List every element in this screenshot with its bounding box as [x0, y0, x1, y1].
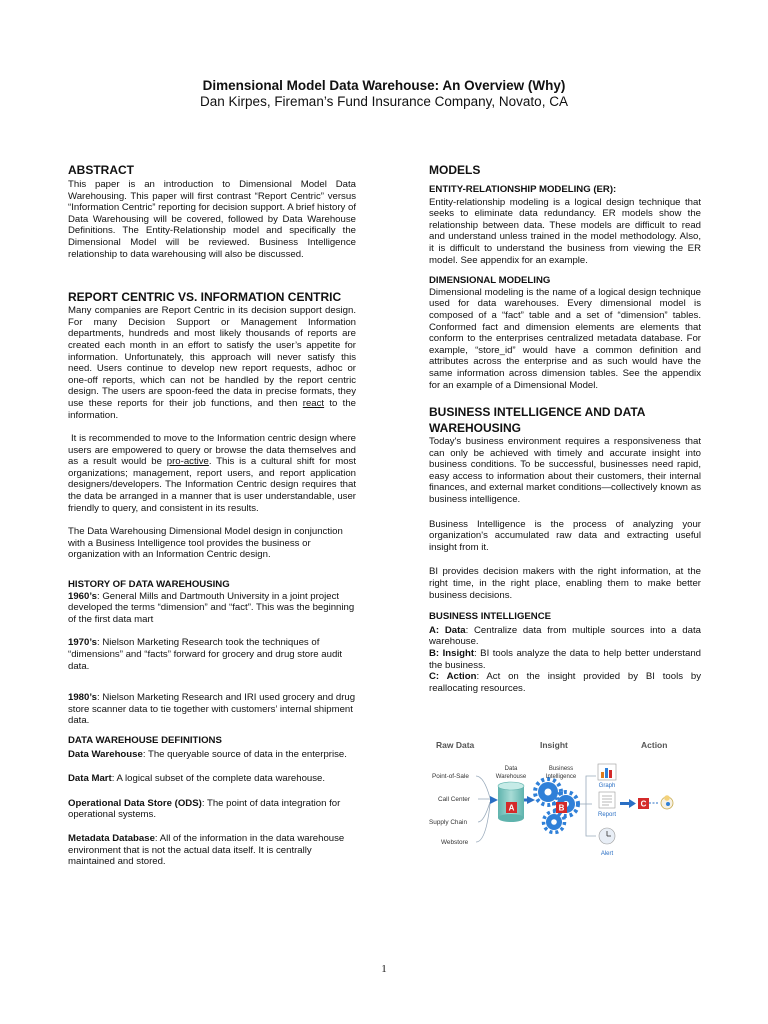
- bi-item: A: Data: Centralize data from multiple sources into a data warehouse.: [429, 624, 701, 648]
- history-heading: HISTORY OF DATA WAREHOUSING: [68, 579, 230, 591]
- diagram-col-action: Action: [641, 740, 668, 750]
- arrow-icon: [629, 799, 636, 808]
- arrow-icon: [490, 796, 498, 804]
- marker-b-label: B: [558, 803, 565, 813]
- output-label: Alert: [600, 851, 614, 857]
- definitions-heading: DATA WAREHOUSE DEFINITIONS: [68, 734, 222, 746]
- page-number: 1: [381, 963, 387, 975]
- arrow-shaft: [524, 799, 528, 802]
- report-centric-paragraph-1: Many companies are Report Centric in its decision support design. For many Decision Support or Management Information departments, hundreds and most likely thousands of reports are created each month in an effort to satisfy the user’s appetite for information. Unfortunately, this approach will never satisfy this need. Users continue to develop new report requests, adhoc or one-off reports, which can not be handled by the report centric design. The users are spoon-feed the data in precise formats, they use these reports for their job functions, and then react to the information.: [68, 305, 356, 421]
- output-connectors: [580, 776, 596, 836]
- bi-subheading: BUSINESS INTELLIGENCE: [429, 611, 552, 623]
- source-label: Supply Chain: [429, 819, 468, 826]
- output-label: Report: [597, 812, 617, 818]
- output-label: Graph: [598, 783, 616, 789]
- paper-subtitle: Dan Kirpes, Fireman’s Fund Insurance Company, Novato, CA: [200, 94, 568, 109]
- definition-item: Metadata Database: All of the information in the data warehouse environment that is not the actual data itself. It is centrally maintained and stored.: [68, 832, 345, 868]
- dimensional-text: Dimensional modeling is the name of a logical design technique used for data warehouses. Every dimensional model is composed of a “fact” table and a set of “dimension” tables. Conformed fact and dimension elements are elements that conform to the enterprises centralized metadata database. For example, “store_id” would have a common definition and attributes across the enterprise and as such would have the same information across dimension tables. See the appendix for an example of a Dimensional Model.: [429, 286, 701, 391]
- source-label: Webstore: [441, 839, 469, 846]
- report-centric-paragraph-2: It is recommended to move to the Information centric design where users are empowered to query or browse the data themselves and as a result would be pro-active. This is a cultural shift for most organizations; management, report users, and report application designers/developers. The Information Centric design requires that the data be arranged in a manner that is user understandable, user friendly to query, and consistent in its results.: [68, 433, 357, 514]
- alert-icon: [599, 828, 615, 844]
- abstract-text: This paper is an introduction to Dimensional Model Data Warehousing. This paper will first contrast “Report Centric” versus “Information Centric” reporting for decision support. A brief history of Data Warehousing will be covered, followed by Data Warehouse Definitions. The Entity-Relationship model and specifically the Dimensional Model will be reviewed. Business Intelligence relationship to data warehousing will also be discussed.: [68, 179, 356, 260]
- report-centric-paragraph-3: The Data Warehousing Dimensional Model design in conjunction with a Business Intelligence tool provides the business or organization with an Information Centric design.: [68, 526, 343, 561]
- graph-icon: [598, 764, 616, 780]
- history-item: 1960’s: General Mills and Dartmouth University in a joint project developed the terms “dimension” and “fact”. This was the beginning of the first data mart: [68, 590, 355, 625]
- report-centric-heading: REPORT CENTRIC VS. INFORMATION CENTRIC: [68, 290, 342, 305]
- definition-item: Operational Data Store (ODS): The point of data integration for operational systems.: [68, 797, 341, 821]
- definition-item: Data Warehouse: The queryable source of data in the enterprise.: [68, 748, 347, 760]
- bi-tool-label: Intelligence: [545, 774, 577, 780]
- marker-a-label: A: [508, 803, 515, 813]
- abstract-heading: ABSTRACT: [68, 163, 134, 177]
- arrow-icon: [527, 796, 535, 804]
- bi-paragraph-3: BI provides decision makers with the right information, at the right time, in the right place, enabling them to make better business decisions.: [429, 566, 701, 601]
- bi-tool-label: Business: [548, 766, 574, 772]
- definition-item: Data Mart: A logical subset of the complete data warehouse.: [68, 773, 326, 785]
- paper-title: Dimensional Model Data Warehouse: An Overview (Why): [202, 78, 566, 93]
- history-item: 1970’s: Nielson Marketing Research took the techniques of “dimensions” and “facts” forward for grocery and drug store audit data.: [68, 637, 343, 672]
- bi-paragraph-1: Today's business environment requires a responsiveness that can only be achieved with timely and accurate insight into business conditions. To be successful, businesses need rapid, easy access to information about their customers, their internal finances, and external market conditions—collectively known as business intelligence.: [429, 436, 701, 506]
- diagram-col-insight: Insight: [540, 740, 568, 750]
- bi-item: B: Insight: BI tools analyze the data to help better understand the business.: [429, 648, 701, 671]
- diagram-col-raw: Raw Data: [436, 740, 475, 750]
- warehouse-label: Warehouse: [495, 774, 527, 780]
- source-connectors: [476, 776, 490, 842]
- er-heading: ENTITY-RELATIONSHIP MODELING (ER):: [429, 184, 617, 195]
- dimensional-heading: DIMENSIONAL MODELING: [429, 275, 551, 287]
- bi-item: C: Action: Act on the insight provided by BI tools by reallocating resources.: [429, 671, 701, 694]
- marker-c-label: C: [640, 799, 647, 809]
- report-icon: [599, 792, 615, 808]
- er-text: Entity-relationship modeling is a logical design technique that seeks to eliminate data redundancy. ER models show the relationship between data. These models are difficult to read and understand unless trained in the model methodology. Also, it is difficult to understand the business from viewing the ER model. See appendix for an example.: [429, 196, 701, 266]
- history-item: 1980’s: Nielson Marketing Research and IRI used grocery and drug store scanner data to tie together with customers’ internal shipment data.: [68, 692, 356, 727]
- left-column: [68, 163, 356, 868]
- warehouse-label: Data: [504, 766, 518, 772]
- action-person-icon: [661, 795, 673, 809]
- right-column: [429, 163, 701, 694]
- bi-paragraph-2: Business Intelligence is the process of analyzing your organization's accumulated raw data and extracting useful insight from it.: [429, 518, 701, 553]
- models-heading: MODELS: [429, 163, 481, 177]
- bi-flow-diagram: [424, 736, 704, 864]
- source-label: Point-of-Sale: [432, 773, 469, 780]
- bi-heading: BUSINESS INTELLIGENCE AND DATA WAREHOUSING: [429, 405, 646, 436]
- arrow-shaft: [620, 802, 630, 805]
- source-label: Call Center: [438, 796, 470, 803]
